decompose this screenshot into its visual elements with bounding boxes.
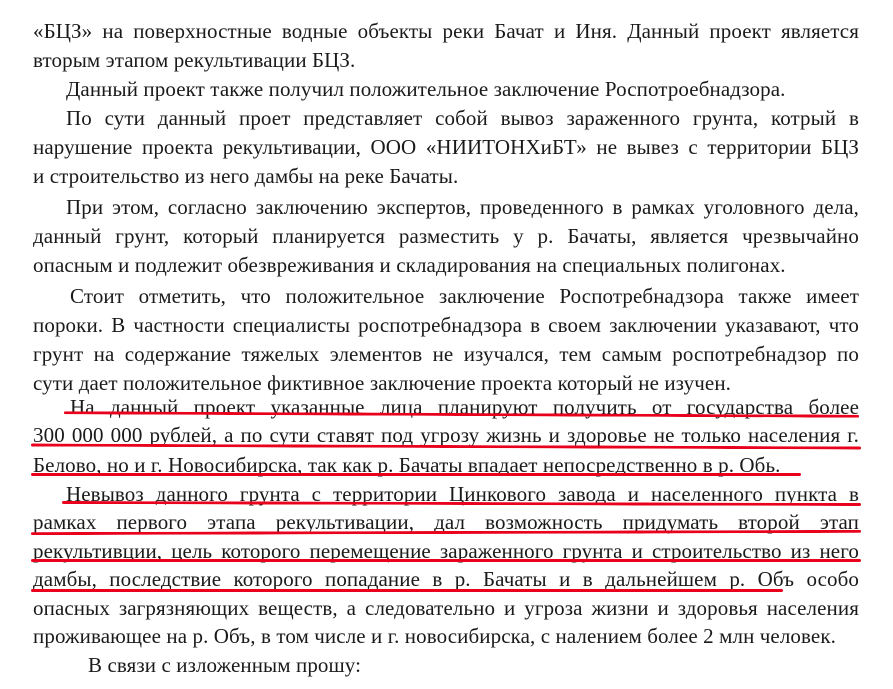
highlighted-line-14: На данный проект указанные лица планируют получить от государства более xyxy=(70,395,859,419)
paragraph-line-6: и строительство из него дамбы на реке Бачаты. xyxy=(33,164,459,188)
paragraph-line-1: «БЦЗ» на поверхностные водные объекты реки Бачат и Иня. Данный проект является xyxy=(33,19,859,43)
paragraph-line-13: сути дает положительное фиктивное заключение проекта который не изучен. xyxy=(33,371,732,395)
paragraph-line-8: данный грунт, который планируется разместить у р. Бачаты, является чрезвычайно xyxy=(33,224,859,248)
paragraph-line-5: нарушение проекта рекультивации, ООО «НИИТОНХиБТ» не вывез с территории БЦЗ xyxy=(33,135,859,159)
paragraph-line-2: вторым этапом рекультивации БЦЗ. xyxy=(33,48,356,72)
red-underline-6 xyxy=(31,559,861,562)
highlighted-line-15: 300 000 000 рублей, а по сути ставят под угрозу жизнь и здоровье не только населения г. xyxy=(33,423,859,447)
paragraph-line-12: грунт на содержание тяжелых элементов не изучался, тем самым роспотребнадзор по xyxy=(33,342,859,366)
paragraph-line-9: опасным и подлежит обезвреживания и складирования на специальных полигонах. xyxy=(33,253,786,277)
highlighted-line-17: Невывоз данного грунта с территории Цинкового завода и населенного пункта в xyxy=(66,482,859,506)
paragraph-line-23: В связи с изложенным прошу: xyxy=(88,653,362,677)
paragraph-line-11: пороки. В частности специалисты роспотребнадзора в своем заключении указавают, что xyxy=(33,313,859,337)
paragraph-line-3: Данный проект также получил положительное заключение Роспотроебнадзора. xyxy=(66,77,786,101)
highlighted-line-16: Белово, но и г. Новосибирска, так как р. Бачаты впадает непосредственно в р. Обь. xyxy=(33,453,781,477)
paragraph-line-4: По сути данный проет представляет собой вывоз зараженного грунта, котрый в xyxy=(66,106,859,130)
red-underline-7 xyxy=(31,589,783,592)
highlighted-line-20: дамбы, последствие которого попадание в р. Бачаты и в дальнейшем р. Объ особо xyxy=(33,567,859,591)
paragraph-line-7: При этом, согласно заключению экспертов, проведенного в рамках уголовного дела, xyxy=(66,195,859,219)
paragraph-line-22: проживающее на р. Объ, в том числе и г. новосибирска, с налением более 2 млн человек. xyxy=(33,624,836,648)
red-underline-3 xyxy=(31,473,801,476)
paragraph-line-21: опасных загрязняющих веществ, а следовательно и угроза жизни и здоровья населения xyxy=(33,596,859,620)
highlighted-line-18: рамках первого этапа рекультивации, дал возможность придумать второй этап xyxy=(33,510,859,534)
highlighted-line-19: рекультивции, цель которого перемещение зараженного грунта и строительство из него xyxy=(33,539,859,563)
paragraph-line-10: Стоит отметить, что положительное заключение Роспотребнадзора также имеет xyxy=(70,284,859,308)
